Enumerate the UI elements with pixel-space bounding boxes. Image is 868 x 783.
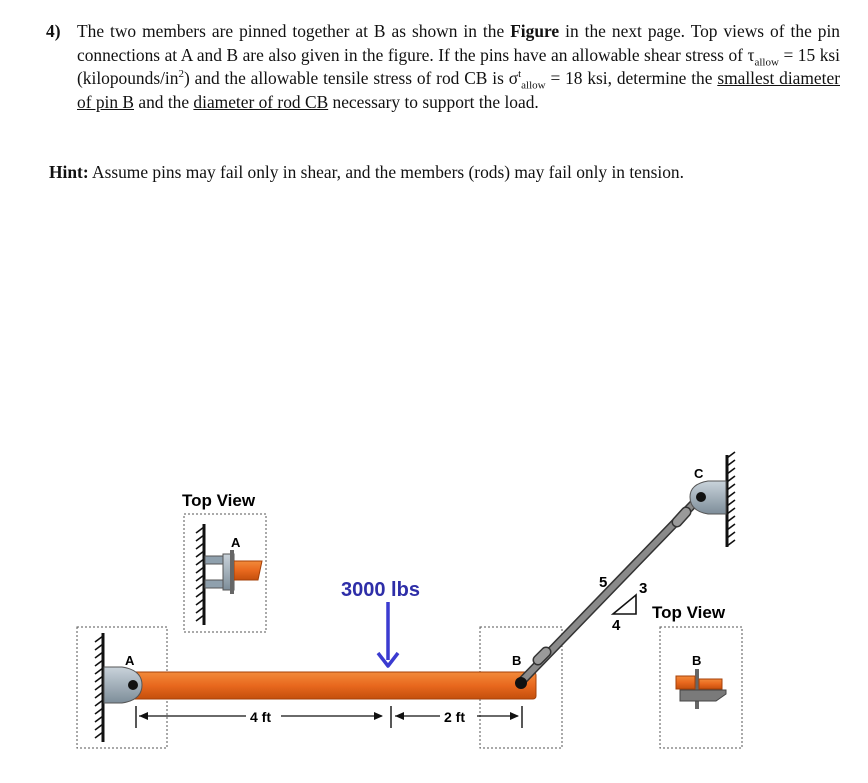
beam-ab xyxy=(128,672,536,699)
text-segment: = 15 ksi (kilopounds/in xyxy=(77,44,840,89)
question-number: 4) xyxy=(46,21,61,41)
squared-superscript: 2 xyxy=(178,68,184,81)
text-segment: and the xyxy=(134,91,194,112)
tau-symbol: τ xyxy=(747,44,755,65)
hint-text: Assume pins may fail only in shear, and the members (rods) may fail only in tension. xyxy=(88,162,684,182)
top-view-b-detail xyxy=(676,669,726,709)
text-segment: = 18 ksi, determine the xyxy=(545,68,718,89)
slope-hypotenuse-label: 5 xyxy=(599,574,608,591)
slope-rise-label: 3 xyxy=(639,580,648,597)
figure-reference: Figure xyxy=(510,21,560,41)
sigma-superscript: t xyxy=(518,68,522,81)
pin-c xyxy=(696,492,706,502)
pin-a xyxy=(128,680,138,690)
dimension-2ft-label: 2 ft xyxy=(444,709,465,725)
label-c: C xyxy=(694,466,704,481)
sigma-symbol: σ xyxy=(508,68,519,89)
pin-b xyxy=(515,677,527,689)
top-view-b-title: Top View xyxy=(652,603,726,622)
label-b: B xyxy=(512,653,522,668)
underlined-pin-diameter: smallest diameter of pin B xyxy=(77,68,840,112)
wall-a xyxy=(95,633,103,742)
load-label: 3000 lbs xyxy=(341,579,420,601)
top-view-a-label: A xyxy=(231,535,241,550)
load-arrow xyxy=(378,602,398,666)
rod-cb xyxy=(521,497,700,682)
wall-c xyxy=(727,452,735,547)
tau-subscript: allow xyxy=(754,56,779,69)
label-a: A xyxy=(125,653,135,668)
sigma-subscript: allow xyxy=(521,79,546,92)
top-view-b-label: B xyxy=(692,653,702,668)
underlined-rod-diameter: diameter of rod CB xyxy=(193,91,329,112)
slope-triangle xyxy=(613,595,636,614)
text-segment: ) and the allowable tensile stress of rod CB is xyxy=(183,68,509,89)
slope-run-label: 4 xyxy=(612,617,621,634)
text-segment: The two members are pinned together at B as shown in the xyxy=(77,21,511,41)
pin-support-c xyxy=(690,481,726,514)
top-view-a-detail xyxy=(196,524,262,625)
hint-label: Hint: xyxy=(49,162,89,182)
text-segment: in the next page. Top views of the pin connections at A and B are also given in the figure. If the pins have an allowable shear stress of xyxy=(77,21,841,65)
text-segment: necessary to support the load. xyxy=(328,91,539,112)
top-view-a-title: Top View xyxy=(182,491,256,510)
pin-support-a xyxy=(104,667,142,703)
dimension-4ft-label: 4 ft xyxy=(250,709,271,725)
